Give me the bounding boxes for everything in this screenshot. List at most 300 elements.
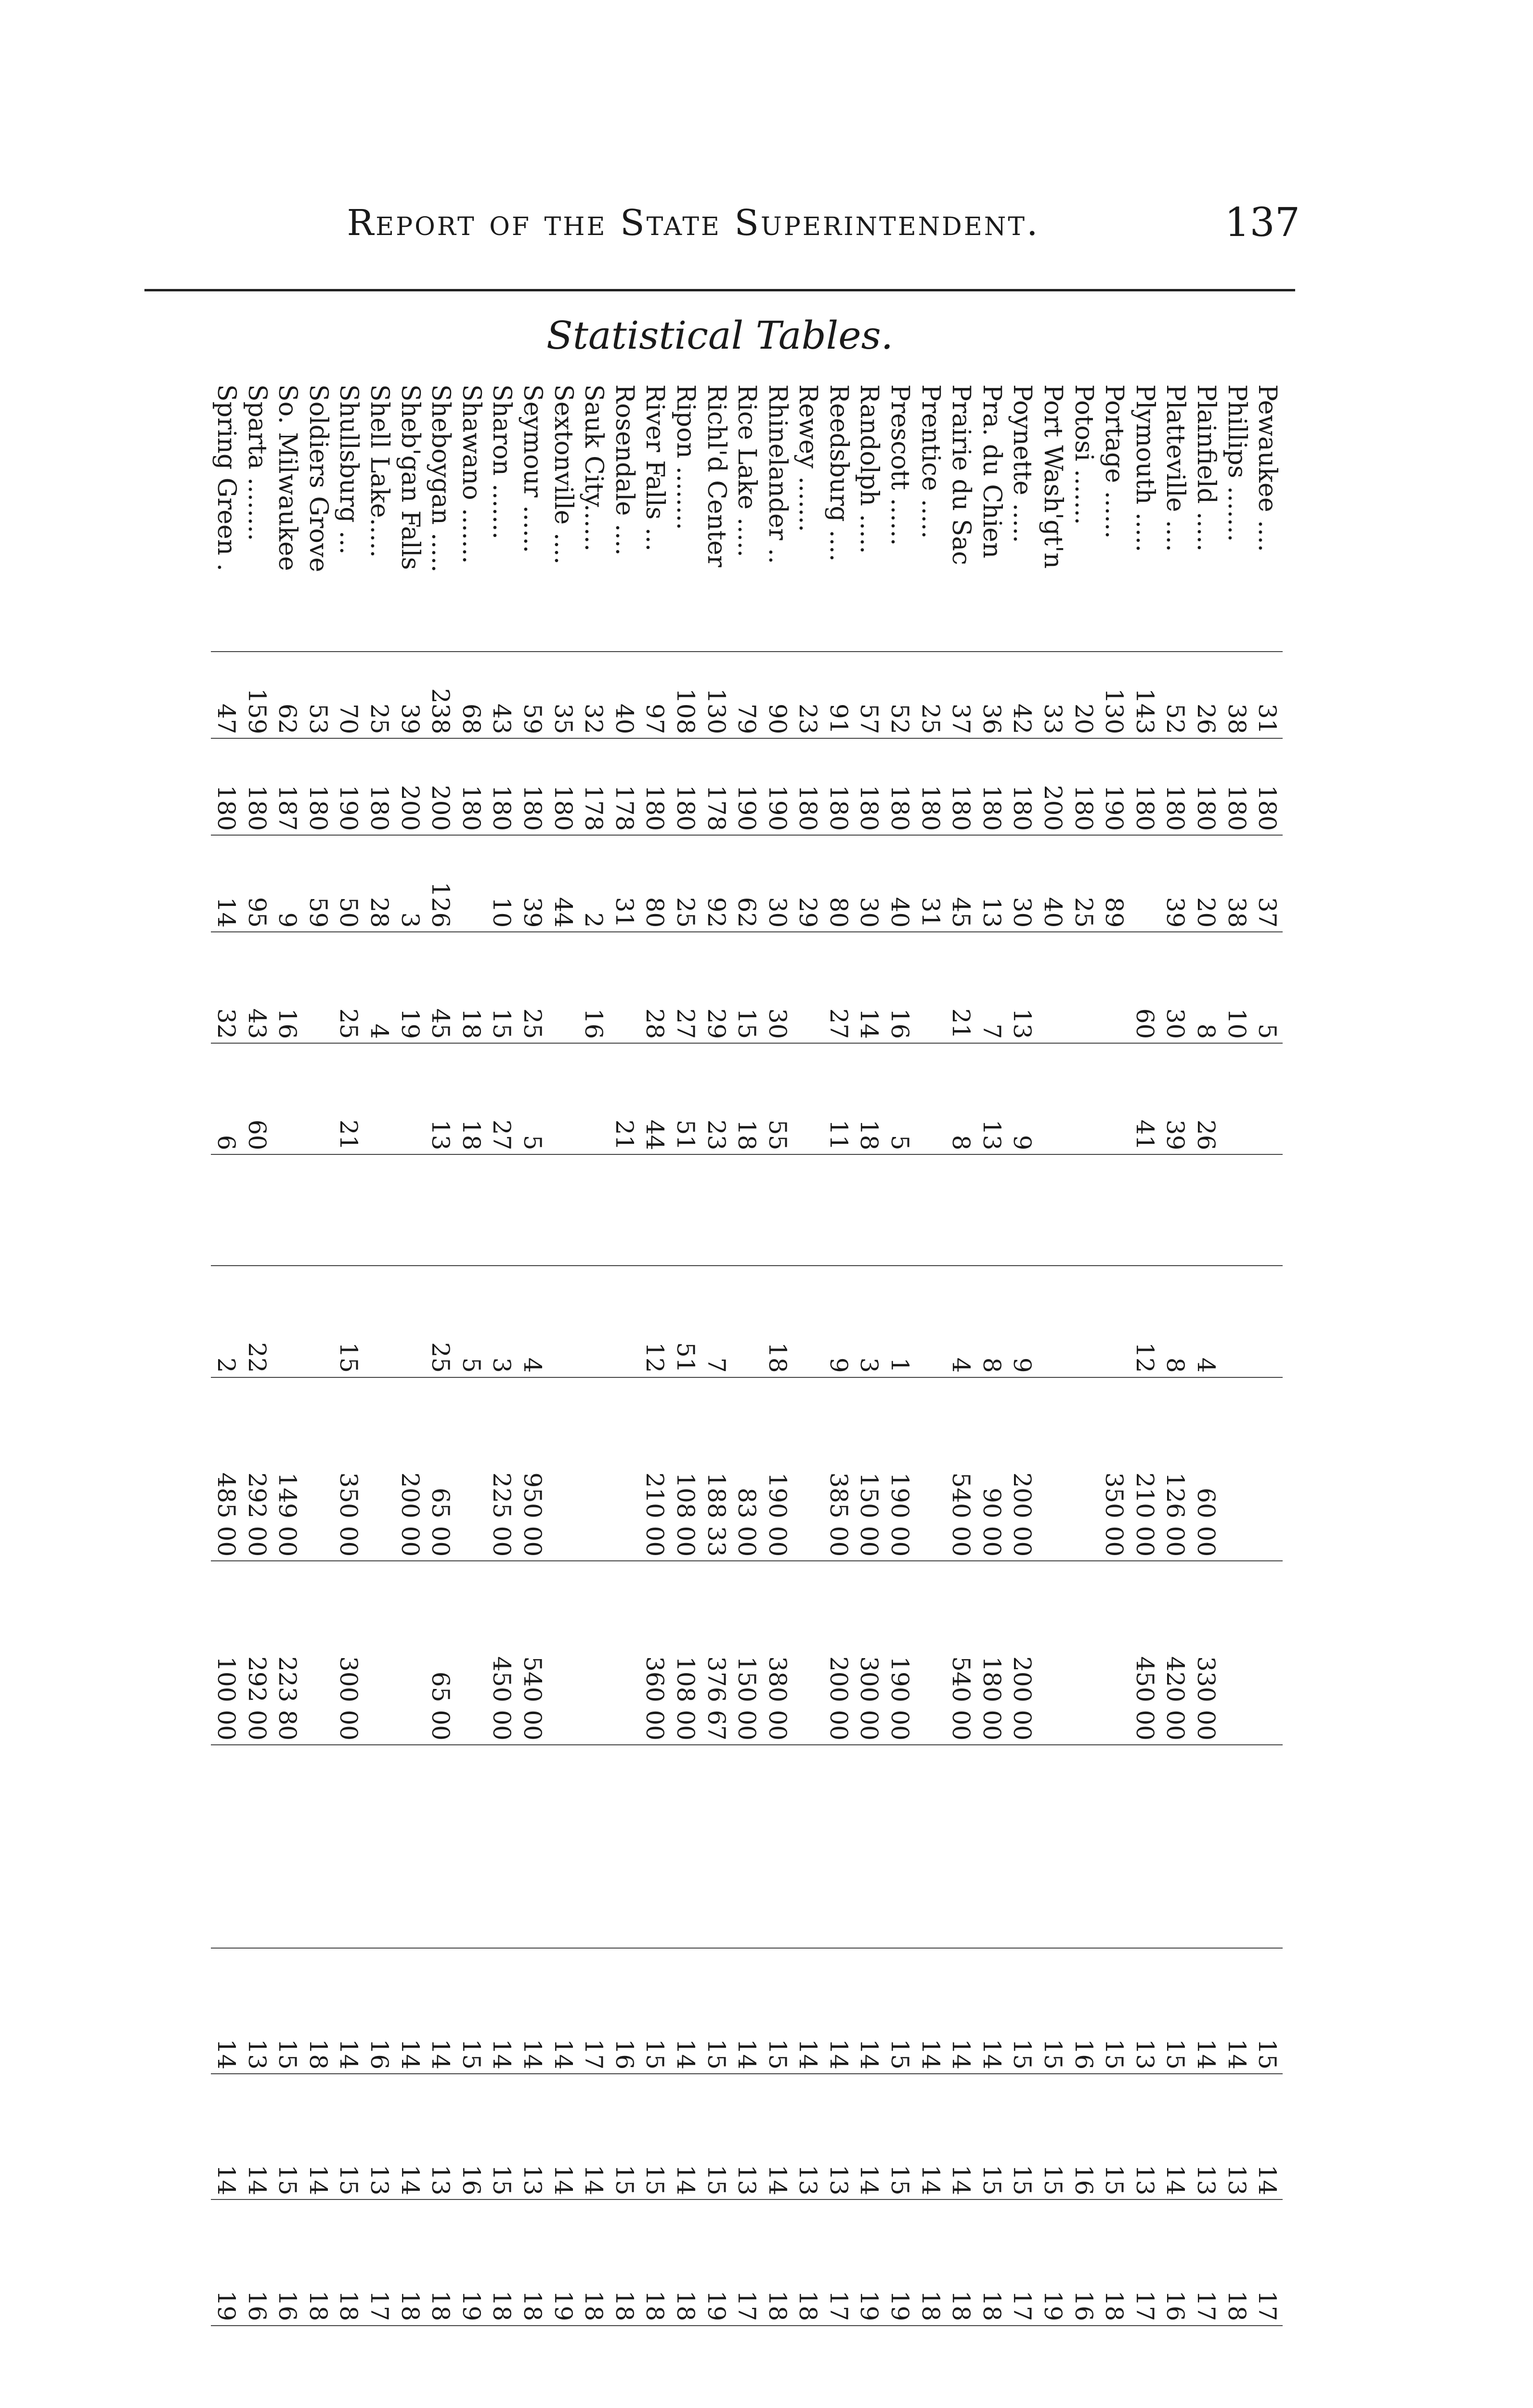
district-name-cell: Shawano .......: [456, 384, 486, 564]
value-cell: 292 00: [242, 1377, 273, 1561]
value-cell: 33: [1038, 652, 1068, 739]
value-cell: [1252, 1043, 1283, 1154]
value-cell: 40: [609, 652, 640, 739]
value-cell: [670, 1154, 701, 1266]
value-cell: [303, 1561, 334, 1745]
value-cell: 190: [334, 738, 364, 835]
value-cell: [1007, 1745, 1038, 1948]
table-row: [425, 380, 456, 2408]
value-cell: [1252, 1561, 1283, 1745]
value-cell: 18: [303, 2199, 334, 2325]
value-cell: 39: [395, 652, 426, 739]
value-cell: [793, 932, 824, 1043]
value-cell: 15: [884, 1948, 915, 2074]
value-cell: [1068, 932, 1099, 1043]
value-cell: 180: [1191, 738, 1221, 835]
value-cell: [609, 1745, 640, 1948]
value-cell: [456, 1561, 487, 1745]
value-cell: 91: [823, 652, 854, 739]
value-cell: [548, 1154, 579, 1266]
value-cell: [1099, 1561, 1130, 1745]
value-cell: 540 00: [946, 1561, 976, 1745]
value-cell: [303, 1043, 334, 1154]
table-row: [976, 380, 1007, 2408]
value-cell: [609, 2326, 640, 2408]
value-cell: [884, 2326, 915, 2408]
value-cell: [517, 1745, 548, 1948]
value-cell: 19: [395, 932, 426, 1043]
value-cell: [1007, 1154, 1038, 1266]
value-cell: [578, 2326, 609, 2408]
value-cell: 180: [1068, 738, 1099, 835]
value-cell: 25: [517, 932, 548, 1043]
district-name-cell: Sextonville ....: [548, 384, 578, 565]
value-cell: [976, 1745, 1007, 1948]
value-cell: 19: [884, 2199, 915, 2325]
value-cell: [578, 1377, 609, 1561]
value-cell: 35: [548, 652, 579, 739]
value-cell: 4: [517, 1266, 548, 1377]
value-cell: 15: [701, 1948, 732, 2074]
value-cell: 2: [578, 835, 609, 932]
value-cell: 190 00: [762, 1377, 793, 1561]
value-cell: 8: [976, 1266, 1007, 1377]
value-cell: 5: [884, 1043, 915, 1154]
value-cell: [395, 2326, 426, 2408]
section-title: Statistical Tables.: [546, 313, 894, 358]
value-cell: 7: [701, 1266, 732, 1377]
table-row: [1099, 380, 1130, 2408]
value-cell: 540 00: [517, 1561, 548, 1745]
value-cell: 14: [487, 1948, 518, 2074]
district-name-cell: Rice Lake .....: [732, 384, 762, 558]
value-cell: 19: [1038, 2199, 1068, 2325]
value-cell: 95: [242, 835, 273, 932]
value-cell: [456, 1745, 487, 1948]
value-cell: [578, 1561, 609, 1745]
value-cell: 8: [946, 1043, 976, 1154]
value-cell: [395, 1266, 426, 1377]
value-cell: 385 00: [823, 1377, 854, 1561]
value-cell: 65 00: [425, 1561, 456, 1745]
value-cell: [1130, 1154, 1160, 1266]
value-cell: 17: [1130, 2199, 1160, 2325]
value-cell: 149 00: [272, 1377, 303, 1561]
value-cell: [731, 1266, 762, 1377]
table-row: [334, 380, 364, 2408]
value-cell: 180: [456, 738, 487, 835]
value-cell: 13: [1221, 2074, 1252, 2199]
value-cell: 14: [211, 1948, 242, 2074]
value-cell: 97: [640, 652, 671, 739]
value-cell: [670, 1745, 701, 1948]
value-cell: [946, 2326, 976, 2408]
value-cell: 2: [211, 1266, 242, 1377]
value-cell: 44: [640, 1043, 671, 1154]
value-cell: [762, 1154, 793, 1266]
value-cell: 18: [854, 1043, 885, 1154]
value-cell: 13: [425, 1043, 456, 1154]
value-cell: 15: [609, 2074, 640, 2199]
value-cell: 485 00: [211, 1377, 242, 1561]
value-cell: 14: [242, 2074, 273, 2199]
value-cell: [854, 1745, 885, 1948]
value-cell: 31: [1252, 652, 1283, 739]
value-cell: 14: [211, 835, 242, 932]
value-cell: [1252, 1377, 1283, 1561]
value-cell: [1221, 1266, 1252, 1377]
value-cell: 180: [640, 738, 671, 835]
value-cell: 360 00: [640, 1561, 671, 1745]
value-cell: [425, 2326, 456, 2408]
district-name-cell: Plymouth .....: [1130, 384, 1159, 552]
value-cell: 180: [823, 738, 854, 835]
value-cell: [548, 1377, 579, 1561]
district-name-cell: Pewaukee ....: [1253, 384, 1282, 552]
value-cell: 19: [548, 2199, 579, 2325]
value-cell: [1191, 1745, 1221, 1948]
table-row: [517, 380, 548, 2408]
value-cell: 13: [1130, 2074, 1160, 2199]
value-cell: 18: [640, 2199, 671, 2325]
value-cell: [334, 2326, 364, 2408]
value-cell: 22: [242, 1266, 273, 1377]
value-cell: 108 00: [670, 1561, 701, 1745]
value-cell: 16: [242, 2199, 273, 2325]
value-cell: 62: [272, 652, 303, 739]
value-cell: [1160, 1154, 1191, 1266]
district-name-cell: Seymour ......: [518, 384, 547, 553]
value-cell: [395, 1745, 426, 1948]
value-cell: [1252, 1154, 1283, 1266]
value-cell: 16: [456, 2074, 487, 2199]
value-cell: [364, 1043, 395, 1154]
value-cell: 18: [334, 2199, 364, 2325]
value-cell: 26: [1191, 1043, 1221, 1154]
value-cell: [334, 1154, 364, 1266]
value-cell: 16: [1068, 2199, 1099, 2325]
value-cell: 950 00: [517, 1377, 548, 1561]
value-cell: 25: [1068, 835, 1099, 932]
value-cell: 14: [976, 1948, 1007, 2074]
value-cell: 178: [578, 738, 609, 835]
value-cell: [272, 1266, 303, 1377]
district-name-cell: Rewey .......: [793, 384, 823, 532]
value-cell: 21: [609, 1043, 640, 1154]
value-cell: 28: [364, 835, 395, 932]
value-cell: [211, 2326, 242, 2408]
value-cell: 18: [915, 2199, 946, 2325]
value-cell: 39: [1160, 835, 1191, 932]
value-cell: 14: [578, 2074, 609, 2199]
value-cell: 60: [242, 1043, 273, 1154]
value-cell: [793, 1745, 824, 1948]
value-cell: [1252, 1745, 1283, 1948]
value-cell: 4: [1191, 1266, 1221, 1377]
value-cell: 32: [211, 932, 242, 1043]
value-cell: [793, 1043, 824, 1154]
value-cell: [1038, 2326, 1068, 2408]
value-cell: 19: [456, 2199, 487, 2325]
value-cell: 70: [334, 652, 364, 739]
table-row: [1007, 380, 1038, 2408]
value-cell: 225 00: [487, 1377, 518, 1561]
value-cell: 18: [793, 2199, 824, 2325]
value-cell: [1221, 1154, 1252, 1266]
value-cell: [425, 1154, 456, 1266]
table-row: [548, 380, 579, 2408]
value-cell: 13: [823, 2074, 854, 2199]
value-cell: [303, 1266, 334, 1377]
value-cell: [578, 1745, 609, 1948]
value-cell: 16: [1068, 2074, 1099, 2199]
value-cell: [487, 1154, 518, 1266]
value-cell: 17: [578, 1948, 609, 2074]
value-cell: 15: [701, 2074, 732, 2199]
value-cell: 8: [1160, 1266, 1191, 1377]
value-cell: 18: [303, 1948, 334, 2074]
value-cell: [1099, 2326, 1130, 2408]
value-cell: 15: [976, 2074, 1007, 2199]
value-cell: 14: [395, 1948, 426, 2074]
value-cell: 14: [670, 2074, 701, 2199]
value-cell: 30: [1160, 932, 1191, 1043]
value-cell: 14: [854, 2074, 885, 2199]
value-cell: [1252, 1266, 1283, 1377]
value-cell: [395, 1043, 426, 1154]
value-cell: 15: [487, 932, 518, 1043]
value-cell: 150 00: [731, 1561, 762, 1745]
value-cell: 60 00: [1191, 1377, 1221, 1561]
value-cell: [517, 2326, 548, 2408]
value-cell: [1068, 1266, 1099, 1377]
table-row: [1221, 380, 1252, 2408]
value-cell: [1099, 1043, 1130, 1154]
value-cell: 65 00: [425, 1377, 456, 1561]
district-name-cell: Prescott ......: [885, 384, 915, 546]
value-cell: [915, 1377, 946, 1561]
district-name-cell: Randolph .....: [855, 384, 884, 554]
district-name-cell: River Falls ...: [640, 384, 670, 551]
value-cell: 57: [854, 652, 885, 739]
value-cell: 190: [731, 738, 762, 835]
value-cell: 43: [487, 652, 518, 739]
value-cell: [1099, 932, 1130, 1043]
district-name-cell: Reedsburg ....: [824, 384, 853, 562]
value-cell: 13: [1130, 1948, 1160, 2074]
value-cell: 13: [517, 2074, 548, 2199]
value-cell: 18: [946, 2199, 976, 2325]
value-cell: 14: [1160, 2074, 1191, 2199]
value-cell: 55: [762, 1043, 793, 1154]
value-cell: 14: [425, 1948, 456, 2074]
value-cell: [456, 835, 487, 932]
value-cell: 39: [517, 835, 548, 932]
value-cell: [548, 2326, 579, 2408]
value-cell: 90 00: [976, 1377, 1007, 1561]
value-cell: [609, 932, 640, 1043]
value-cell: 15: [1099, 2074, 1130, 2199]
value-cell: 12: [1130, 1266, 1160, 1377]
table-row: [303, 380, 334, 2408]
rotated-table-container: [132, 380, 1283, 2408]
value-cell: 62: [731, 835, 762, 932]
value-cell: 187: [272, 738, 303, 835]
table-row: [731, 380, 762, 2408]
value-cell: 180: [517, 738, 548, 835]
value-cell: 178: [701, 738, 732, 835]
value-cell: 3: [395, 835, 426, 932]
value-cell: [1191, 2326, 1221, 2408]
district-name-cell: Sauk City......: [579, 384, 609, 552]
value-cell: [1221, 1377, 1252, 1561]
value-cell: [946, 1154, 976, 1266]
value-cell: 180: [364, 738, 395, 835]
value-cell: 16: [364, 1948, 395, 2074]
value-cell: 1: [884, 1266, 915, 1377]
value-cell: 14: [303, 2074, 334, 2199]
table-row: [1038, 380, 1068, 2408]
table-row: [609, 380, 640, 2408]
value-cell: 50: [334, 835, 364, 932]
value-cell: 41: [1130, 1043, 1160, 1154]
value-cell: 10: [487, 835, 518, 932]
table-row: [456, 380, 487, 2408]
value-cell: [1068, 2326, 1099, 2408]
value-cell: 92: [701, 835, 732, 932]
value-cell: 15: [334, 2074, 364, 2199]
value-cell: [1038, 932, 1068, 1043]
value-cell: [548, 1266, 579, 1377]
value-cell: [793, 1266, 824, 1377]
value-cell: 180: [487, 738, 518, 835]
value-cell: 330 00: [1191, 1561, 1221, 1745]
value-cell: [823, 2326, 854, 2408]
value-cell: 59: [517, 652, 548, 739]
value-cell: [915, 1154, 946, 1266]
value-cell: [395, 1154, 426, 1266]
value-cell: 15: [456, 1948, 487, 2074]
value-cell: 200 00: [1007, 1561, 1038, 1745]
value-cell: 15: [640, 2074, 671, 2199]
value-cell: [823, 1154, 854, 1266]
value-cell: [1099, 1154, 1130, 1266]
value-cell: [1252, 2326, 1283, 2408]
value-cell: 200 00: [395, 1377, 426, 1561]
value-cell: 38: [1221, 652, 1252, 739]
district-name-cell: Prairie du Sac: [947, 384, 976, 565]
value-cell: [303, 2326, 334, 2408]
value-cell: [1068, 1745, 1099, 1948]
value-cell: 200: [425, 738, 456, 835]
table-row: [701, 380, 732, 2408]
value-cell: [976, 2326, 1007, 2408]
value-cell: 9: [1007, 1266, 1038, 1377]
value-cell: 16: [609, 1948, 640, 2074]
value-cell: 380 00: [762, 1561, 793, 1745]
value-cell: 200: [1038, 738, 1068, 835]
value-cell: [456, 1377, 487, 1561]
value-cell: 108: [670, 652, 701, 739]
value-cell: 25: [670, 835, 701, 932]
district-name-cell: Port Wash'gt'n: [1039, 384, 1068, 569]
value-cell: 200 00: [823, 1561, 854, 1745]
table-row: [211, 380, 242, 2408]
value-cell: [1099, 1266, 1130, 1377]
table-row: [793, 380, 824, 2408]
value-cell: 9: [272, 835, 303, 932]
value-cell: 190 00: [884, 1561, 915, 1745]
value-cell: [272, 1043, 303, 1154]
value-cell: 108 00: [670, 1377, 701, 1561]
value-cell: 14: [1252, 2074, 1283, 2199]
value-cell: 210 00: [1130, 1377, 1160, 1561]
page-header: [0, 0, 1533, 289]
table-row: [1160, 380, 1191, 2408]
value-cell: 9: [823, 1266, 854, 1377]
value-cell: 8: [1191, 932, 1221, 1043]
value-cell: [915, 1561, 946, 1745]
value-cell: 15: [1038, 2074, 1068, 2199]
district-name-cell: Sheboygan .....: [426, 384, 455, 573]
value-cell: [548, 1745, 579, 1948]
value-cell: [272, 1745, 303, 1948]
table-row: [1191, 380, 1221, 2408]
table-body: [211, 380, 1283, 2408]
value-cell: 51: [670, 1043, 701, 1154]
value-cell: [364, 1377, 395, 1561]
value-cell: 15: [1160, 1948, 1191, 2074]
value-cell: 17: [1007, 2199, 1038, 2325]
value-cell: [1038, 1745, 1068, 1948]
value-cell: [578, 1043, 609, 1154]
value-cell: 15: [762, 1948, 793, 2074]
value-cell: 15: [1007, 1948, 1038, 2074]
value-cell: 16: [1068, 1948, 1099, 2074]
value-cell: 13: [976, 835, 1007, 932]
value-cell: [1038, 1561, 1068, 1745]
value-cell: 15: [731, 932, 762, 1043]
value-cell: 27: [823, 932, 854, 1043]
value-cell: 15: [1007, 2074, 1038, 2199]
value-cell: 20: [1191, 835, 1221, 932]
value-cell: 126: [425, 835, 456, 932]
value-cell: 18: [670, 2199, 701, 2325]
value-cell: 180: [1221, 738, 1252, 835]
district-name-cell: Sheb'gan Falls: [395, 384, 425, 570]
running-title: Report of the State Superintendent.: [347, 202, 1040, 244]
value-cell: 180 00: [976, 1561, 1007, 1745]
value-cell: [640, 2326, 671, 2408]
value-cell: 13: [1007, 932, 1038, 1043]
district-name-cell: Shullsburg ...: [334, 384, 364, 555]
value-cell: [211, 1745, 242, 1948]
value-cell: 178: [609, 738, 640, 835]
value-cell: [946, 1745, 976, 1948]
value-cell: 16: [1160, 2199, 1191, 2325]
value-cell: 15: [272, 2074, 303, 2199]
value-cell: 223 80: [272, 1561, 303, 1745]
value-cell: 4: [946, 1266, 976, 1377]
value-cell: [334, 1745, 364, 1948]
value-cell: 21: [946, 932, 976, 1043]
value-cell: 16: [578, 932, 609, 1043]
value-cell: 30: [1007, 835, 1038, 932]
value-cell: 5: [1252, 932, 1283, 1043]
value-cell: 83 00: [731, 1377, 762, 1561]
value-cell: 45: [425, 932, 456, 1043]
value-cell: 18: [731, 1043, 762, 1154]
